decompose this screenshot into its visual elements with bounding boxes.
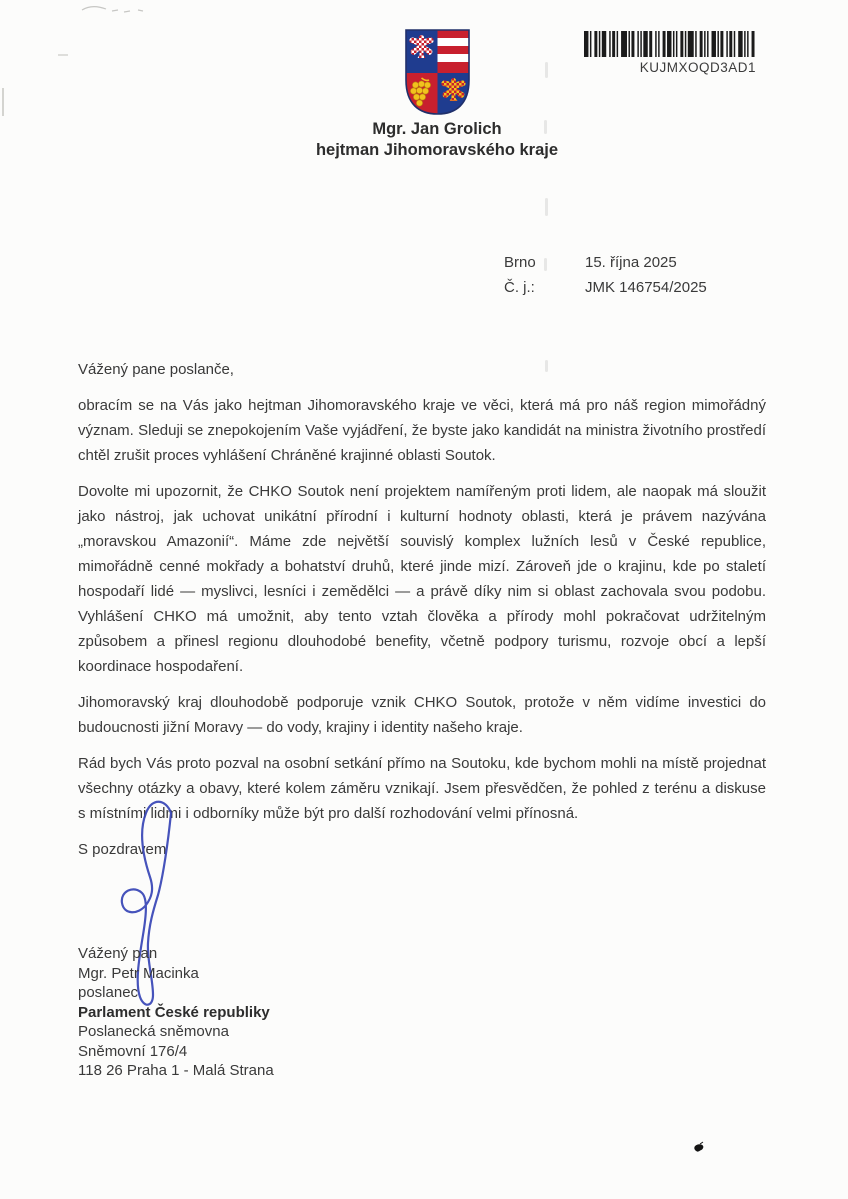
recipient-line: Poslanecká sněmovna bbox=[78, 1023, 229, 1040]
recipient-line: Parlament České republiky bbox=[78, 1003, 270, 1021]
sender-name: Mgr. Jan Grolich bbox=[372, 120, 502, 138]
barcode-code: KUJMXOQD3AD1 bbox=[639, 60, 756, 75]
salutation: Vážený pane poslanče, bbox=[78, 361, 234, 378]
recipient-block bbox=[78, 944, 274, 1081]
paragraph-4: Rád bych Vás proto pozval na osobní setkání přímo na Soutoku, kde bychom mohli na místě projednat všechny otázky a obavy, které kolem záměru vznikají. Jsem přesvědčen, že pohled z terénu a diskuse s místními lidmi i odborníky může být pro další rozhodování velmi přínosná. bbox=[78, 755, 766, 822]
ink-blot bbox=[690, 1140, 708, 1154]
recipient-line: Vážený pan bbox=[78, 945, 158, 962]
recipient-line: poslanec bbox=[78, 984, 139, 1001]
jihomoravsky-kraj-coat-of-arms-icon bbox=[404, 28, 471, 116]
recipient-line: Sněmovní 176/4 bbox=[78, 1042, 188, 1060]
meta-ref-label: Č. j.: bbox=[504, 279, 535, 296]
scan-artifact-squiggle bbox=[80, 2, 160, 18]
scan-artifact-edge-line bbox=[2, 88, 4, 116]
meta-city: Brno bbox=[504, 254, 536, 271]
paragraph-2: Dovolte mi upozornit, že CHKO Soutok není projektem namířeným proti lidem, ale naopak má sloužit jako nástroj, jak uchovat unikátní přírodní i kulturní hodnoty oblasti, která je právem nazývána „moravskou Amazonií“. Máme zde největší souvislý komplex lužních lesů v České republice, mimořádně cenné mokřady a bohatství druhů, které jinde mizí. Zároveň jde o krajinu, kde po staletí hospodaří lidé — myslivci, lesníci i zemědělci — a právě díky nim si oblast zachovala svou podobu. Vyhlášení CHKO má umožnit, aby tento vztah člověka a přírody mohl pokračovat udržitelným způsobem a přinesl regionu dlouhodobé benefity, včetně podpory turismu, rozvoje obcí a lepší koordinace hospodaření. bbox=[78, 483, 766, 675]
sender-block bbox=[257, 119, 617, 161]
meta-date: 15. října 2025 bbox=[585, 254, 677, 271]
barcode bbox=[584, 31, 756, 75]
meta-block bbox=[504, 250, 707, 300]
barcode-bars-icon bbox=[584, 31, 756, 57]
meta-ref-value: JMK 146754/2025 bbox=[585, 279, 707, 296]
recipient-line: 118 26 Praha 1 - Malá Strana bbox=[78, 1062, 274, 1079]
scan-artifact-dash bbox=[58, 54, 68, 56]
scan-smudge bbox=[545, 62, 548, 78]
recipient-line: Mgr. Petr Macinka bbox=[78, 964, 199, 982]
sender-title: hejtman Jihomoravského kraje bbox=[315, 141, 559, 159]
paragraph-1: obracím se na Vás jako hejtman Jihomoravského kraje ve věci, která má pro náš region mimořádný význam. Sleduji se znepokojením Vaše vyjádření, že byste jako kandidát na ministra životního prostředí chtěl zrušit proces vyhlášení Chráněné krajinné oblasti Soutok. bbox=[78, 397, 766, 464]
closing: S pozdravem bbox=[78, 841, 167, 858]
paragraph-3: Jihomoravský kraj dlouhodobě podporuje vznik CHKO Soutok, protože v něm vidíme investici do budoucnosti jižní Moravy — do vody, krajiny i identity našeho kraje. bbox=[78, 694, 766, 736]
scan-smudge bbox=[545, 198, 548, 216]
